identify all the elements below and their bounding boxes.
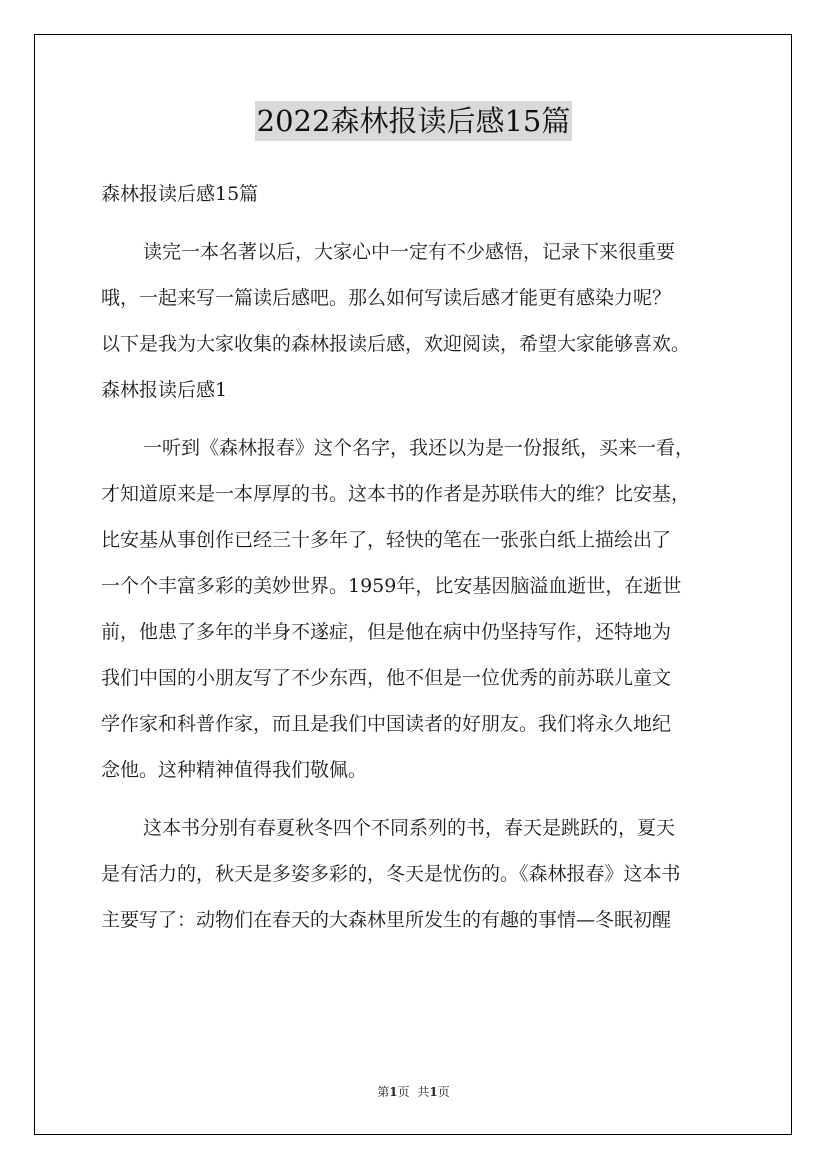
document-body [101,175,741,947]
text-line: 这本书分别有春夏秋冬四个不同系列的书，春天是跳跃的，夏天 [143,817,676,839]
text-line: 森林报读后感1 [101,379,228,401]
text-line: 念他。这种精神值得我们敬佩。 [101,759,368,781]
text-line: 森林报读后感15篇 [101,183,259,205]
text-line: 比安基从事创作已经三十多年了，轻快的笔在一张张白纸上描绘出了 [101,529,672,551]
text-line: 我们中国的小朋友写了不少东西，他不但是一位优秀的前苏联儿童文 [101,667,672,689]
text-line: 哦，一起来写一篇读后感吧。那么如何写读后感才能更有感染力呢？ [101,287,672,309]
text-line: 以下是我为大家收集的森林报读后感，欢迎阅读，希望大家能够喜欢。 [101,333,691,355]
paragraph-gap [101,797,741,809]
paragraph-gap [101,221,741,233]
text-line: 是有活力的，秋天是多姿多彩的，冬天是忧伤的。《森林报春》这本书 [101,863,681,885]
text-line: 学作家和科普作家，而且是我们中国读者的好朋友。我们将永久地纪 [101,713,672,735]
text-line: 一听到《森林报春》这个名字，我还以为是一份报纸，买来一看， [143,437,695,459]
title-container [0,101,827,141]
footer-total-prefix: 共 [417,1085,430,1099]
text-line: 前，他患了多年的半身不遂症，但是他在病中仍坚持写作，还特地为 [101,621,672,643]
footer-total-suffix: 页 [437,1085,450,1099]
text-line: 一个个丰富多彩的美妙世界。1959年，比安基因脑溢血逝世，在逝世 [101,575,682,597]
text-line: 主要写了：动物们在春天的大森林里所发生的有趣的事情—冬眠初醒 [101,909,672,931]
footer-page-number: 1 [389,1085,398,1099]
footer-total-number: 1 [429,1085,438,1099]
page-footer [0,1083,827,1100]
footer-page-prefix: 第 [377,1085,390,1099]
text-line: 读完一本名著以后，大家心中一定有不少感悟，记录下来很重要 [143,241,676,263]
text-line: 才知道原来是一本厚厚的书。这本书的作者是苏联伟大的维？比安基， [101,483,691,505]
footer-page-suffix: 页 [397,1085,410,1099]
document-title: 2022森林报读后感15篇 [255,101,573,141]
paragraph-gap [101,417,741,429]
